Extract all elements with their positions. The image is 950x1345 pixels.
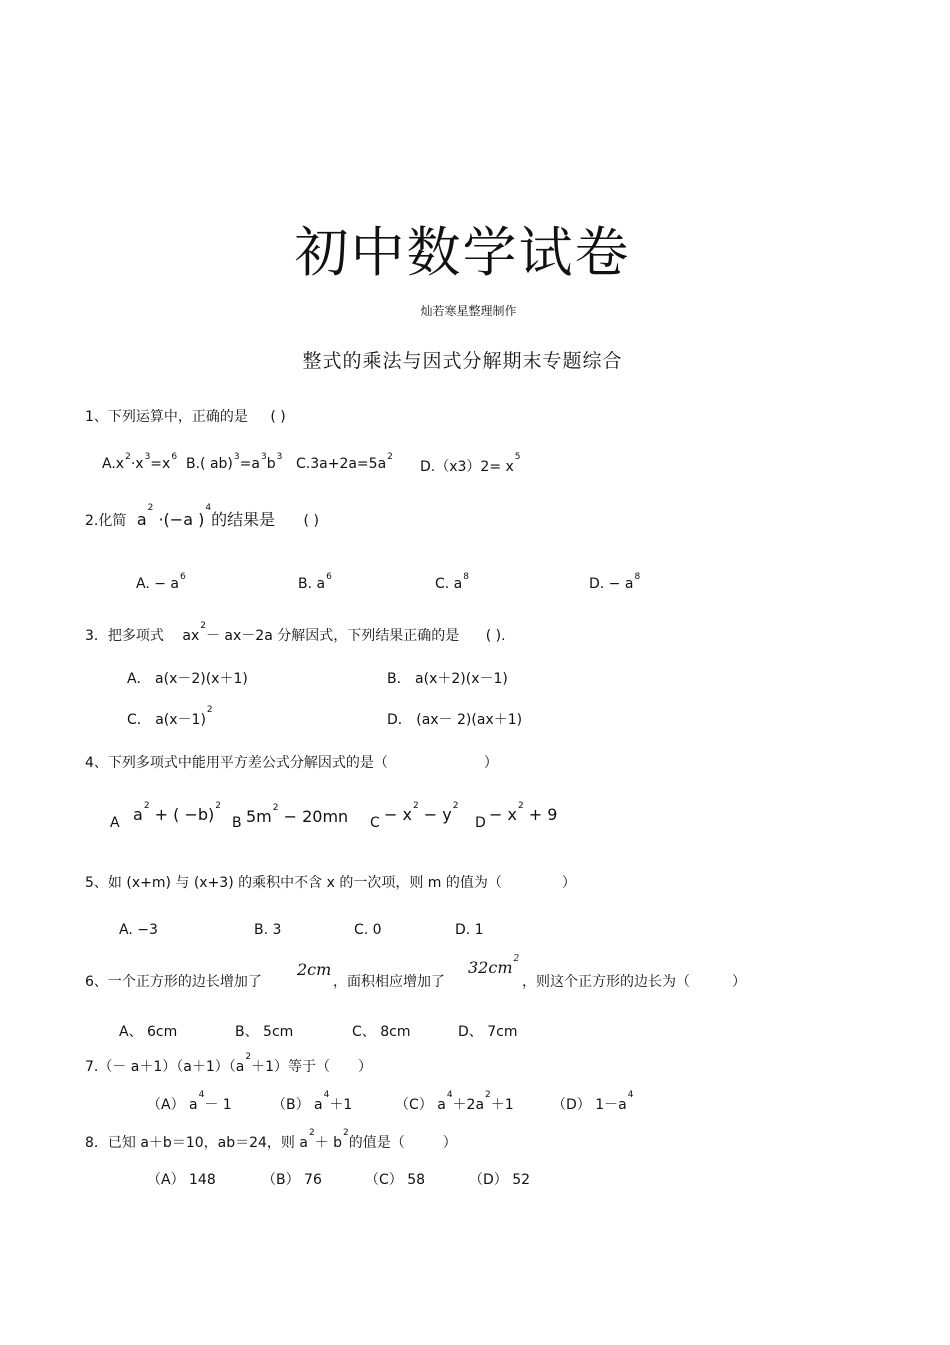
q2-tail: 的结果是 (211, 510, 276, 529)
q1-d-sup: 5 (514, 452, 521, 462)
q6-text-start: 6、一个正方形的边长增加了 (85, 974, 262, 990)
q6-text-end-label: ，则这个正方形的边长为（ (522, 974, 690, 990)
q7-c-mid: ＋2a (452, 1097, 485, 1113)
q4-b-sup: 2 (272, 803, 279, 813)
q2-d-base: D. − a (589, 576, 634, 592)
section-heading: 整式的乘法与因式分解期末专题综合 (302, 350, 623, 372)
q4-c-expr2: − y (423, 805, 452, 824)
q6-option-a: A、 6cm (119, 1024, 178, 1040)
q4-option-d-label: D (475, 815, 486, 831)
q7-text-end: ＋1）等于（ (251, 1059, 331, 1075)
q1-b-sup1: 3 (233, 452, 240, 462)
q7-option-d (552, 1090, 634, 1114)
question-2-stem (85, 503, 319, 530)
q4-text: 4、下列多项式中能用平方差公式分解因式的是（ (85, 755, 388, 771)
q5-text: 5、如 (x+m) 与 (x+3) 的乘积中不含 x 的一次项，则 m 的值为（ (85, 875, 502, 891)
q8-text-mid: ＋ b (314, 1135, 343, 1151)
q8-option-c: （C） 58 (365, 1172, 426, 1188)
q6-value-area (468, 954, 520, 977)
q4-d-expr1: − x (489, 805, 517, 824)
q8-text-end: 的值是（ (348, 1135, 405, 1151)
q8-option-d: （D） 52 (469, 1172, 531, 1188)
q4-c-sup1: 2 (412, 801, 419, 811)
q7-c-sup2: 2 (485, 1090, 491, 1100)
q2-b-base: B. a (298, 576, 326, 592)
q1-a-sup3: 6 (171, 452, 178, 462)
page-subtitle: 灿若寒星整理制作 (420, 304, 517, 318)
q6-option-c: C、 8cm (352, 1024, 411, 1040)
q2-b-sup: 6 (326, 572, 332, 582)
q7-a-base: （A） a (147, 1097, 198, 1113)
q3-option-c (127, 705, 213, 729)
q1-b-sup3: 3 (276, 452, 283, 462)
q6-close: ） (732, 974, 746, 990)
q6-value-length: 2cm (297, 960, 332, 979)
q1-a-base: A.x (102, 456, 125, 472)
q2-option-a (136, 572, 186, 592)
question-3-stem (85, 621, 506, 645)
q2-d-sup: 8 (634, 572, 641, 582)
q3-expression (182, 621, 460, 644)
q7-close: ） (358, 1059, 373, 1075)
q8-stem-sup1: 2 (308, 1128, 315, 1138)
q7-b-base: （B） a (272, 1097, 323, 1113)
q4-a-expr1: a (133, 805, 143, 824)
q2-option-c (435, 572, 469, 592)
q7-text: 7.（－ a＋1）（a＋1）（a (85, 1059, 245, 1075)
q6-text-end (522, 971, 746, 991)
q1-text: 1、下列运算中，正确的是 (85, 409, 248, 425)
q4-option-a-label: A (110, 815, 120, 831)
q6-area-sup: 2 (513, 954, 520, 964)
q1-b-sup2: 3 (260, 452, 267, 462)
q2-c-sup: 8 (463, 572, 469, 582)
q1-a-end: =x (150, 456, 171, 472)
q8-option-a: （A） 148 (147, 1172, 216, 1188)
q7-b-end: ＋1 (329, 1097, 353, 1113)
question-1-stem (85, 406, 286, 426)
q4-c-expr1: − x (384, 805, 412, 824)
q7-c-end: ＋1 (490, 1097, 514, 1113)
q1-paren: ( ) (270, 409, 286, 425)
q5-option-a: A. −3 (119, 922, 158, 938)
q4-a-sup1: 2 (143, 801, 150, 811)
q1-b-mid: =a (239, 456, 260, 472)
q1-a-mid: ·x (130, 456, 144, 472)
q2-expr-a-sup: 2 (147, 503, 154, 513)
q4-option-b (246, 803, 349, 826)
q1-a-sup1: 2 (125, 452, 131, 462)
q1-option-a (102, 452, 178, 472)
page-title: 初中数学试卷 (294, 221, 631, 284)
q6-text-mid: ，面积相应增加了 (333, 974, 445, 990)
q5-option-b: B. 3 (254, 922, 282, 938)
q2-expr-mid-sup: 4 (205, 503, 212, 513)
q1-a-sup2: 3 (144, 452, 151, 462)
q6-option-b: B、 5cm (235, 1024, 294, 1040)
q4-a-sup2: 2 (215, 801, 221, 811)
question-6-stem (85, 971, 262, 991)
q2-expression (136, 503, 212, 529)
q1-c-base: C.3a+2a=5a (296, 456, 387, 472)
q1-b-mid2: b (266, 456, 276, 472)
q7-a-end: － 1 (204, 1097, 232, 1113)
q5-option-d: D. 1 (455, 922, 484, 938)
question-5-stem (85, 872, 576, 892)
q4-option-c-label: C (370, 815, 380, 831)
q2-c-base: C. a (435, 576, 463, 592)
q7-a-sup: 4 (198, 1090, 205, 1100)
q4-a-expr2: + ( −b) (154, 805, 215, 824)
q7-c-base: （C） a (395, 1097, 446, 1113)
q4-option-b-label: B (232, 815, 242, 831)
q7-d-sup: 4 (627, 1090, 634, 1100)
q5-option-c: C. 0 (354, 922, 382, 938)
q2-expr-mid: ·(−a ) (158, 510, 205, 529)
q2-expr-a: a (136, 510, 147, 529)
q7-option-a (147, 1090, 232, 1114)
q6-option-d: D、 7cm (458, 1024, 518, 1040)
q2-paren: ( ) (303, 513, 319, 529)
q2-a-base: A. − a (136, 576, 179, 592)
q4-option-a (133, 801, 221, 824)
q7-option-b (272, 1090, 353, 1114)
q3-option-d: D． (ax－ 2)(ax＋1) (387, 712, 523, 728)
q4-c-sup2: 2 (452, 801, 459, 811)
q1-c-sup: 2 (387, 452, 393, 462)
q8-close: ） (442, 1135, 457, 1151)
q3-option-a: A． a(x－2)(x＋1) (127, 671, 248, 687)
q1-option-c (296, 452, 393, 472)
q2-option-b (298, 572, 332, 592)
q4-close: ） (483, 755, 498, 771)
q3-expr-sup: 2 (200, 621, 206, 631)
q3-c-sup: 2 (206, 705, 213, 715)
q3-option-b: B． a(x＋2)(x－1) (387, 671, 508, 687)
q4-option-c (384, 801, 459, 824)
q7-d-base: （D） 1－a (552, 1097, 627, 1113)
q4-b-expr2: − 20mn (283, 807, 349, 826)
question-8-stem (85, 1128, 457, 1152)
q1-option-d (420, 452, 521, 476)
q4-b-expr1: 5m (246, 807, 272, 826)
q7-stem-sup: 2 (245, 1052, 252, 1062)
q3-text: 3．把多项式 (85, 628, 164, 644)
q2-a-sup: 6 (180, 572, 186, 582)
q4-d-expr2: + 9 (528, 805, 558, 824)
q2-text: 2.化简 (85, 513, 127, 529)
q8-option-b: （B） 76 (262, 1172, 322, 1188)
question-4-stem (85, 752, 498, 772)
q4-option-d (489, 801, 558, 824)
q7-c-sup: 4 (446, 1090, 453, 1100)
q2-option-d (589, 572, 641, 592)
q3-paren: ( ). (485, 628, 506, 644)
q3-expr-base: ax (182, 628, 200, 644)
q5-close: ） (561, 875, 576, 891)
q4-d-sup: 2 (517, 801, 524, 811)
q1-b-base: B.( ab) (186, 456, 233, 472)
q6-area-base: 32cm (468, 958, 513, 977)
question-7-stem (85, 1052, 373, 1076)
q8-text: 8．已知 a＋b＝10，ab＝24，则 a (85, 1135, 308, 1151)
q1-option-b (186, 452, 283, 472)
q3-c-base: C． a(x－1) (127, 712, 206, 728)
q7-b-sup: 4 (323, 1090, 330, 1100)
q3-expr-rest: － ax－2a 分解因式，下列结果正确的是 (205, 628, 460, 644)
q1-d-base: D.（x3）2= x (420, 459, 514, 475)
q8-stem-sup2: 2 (343, 1128, 349, 1138)
q7-option-c (395, 1090, 514, 1114)
